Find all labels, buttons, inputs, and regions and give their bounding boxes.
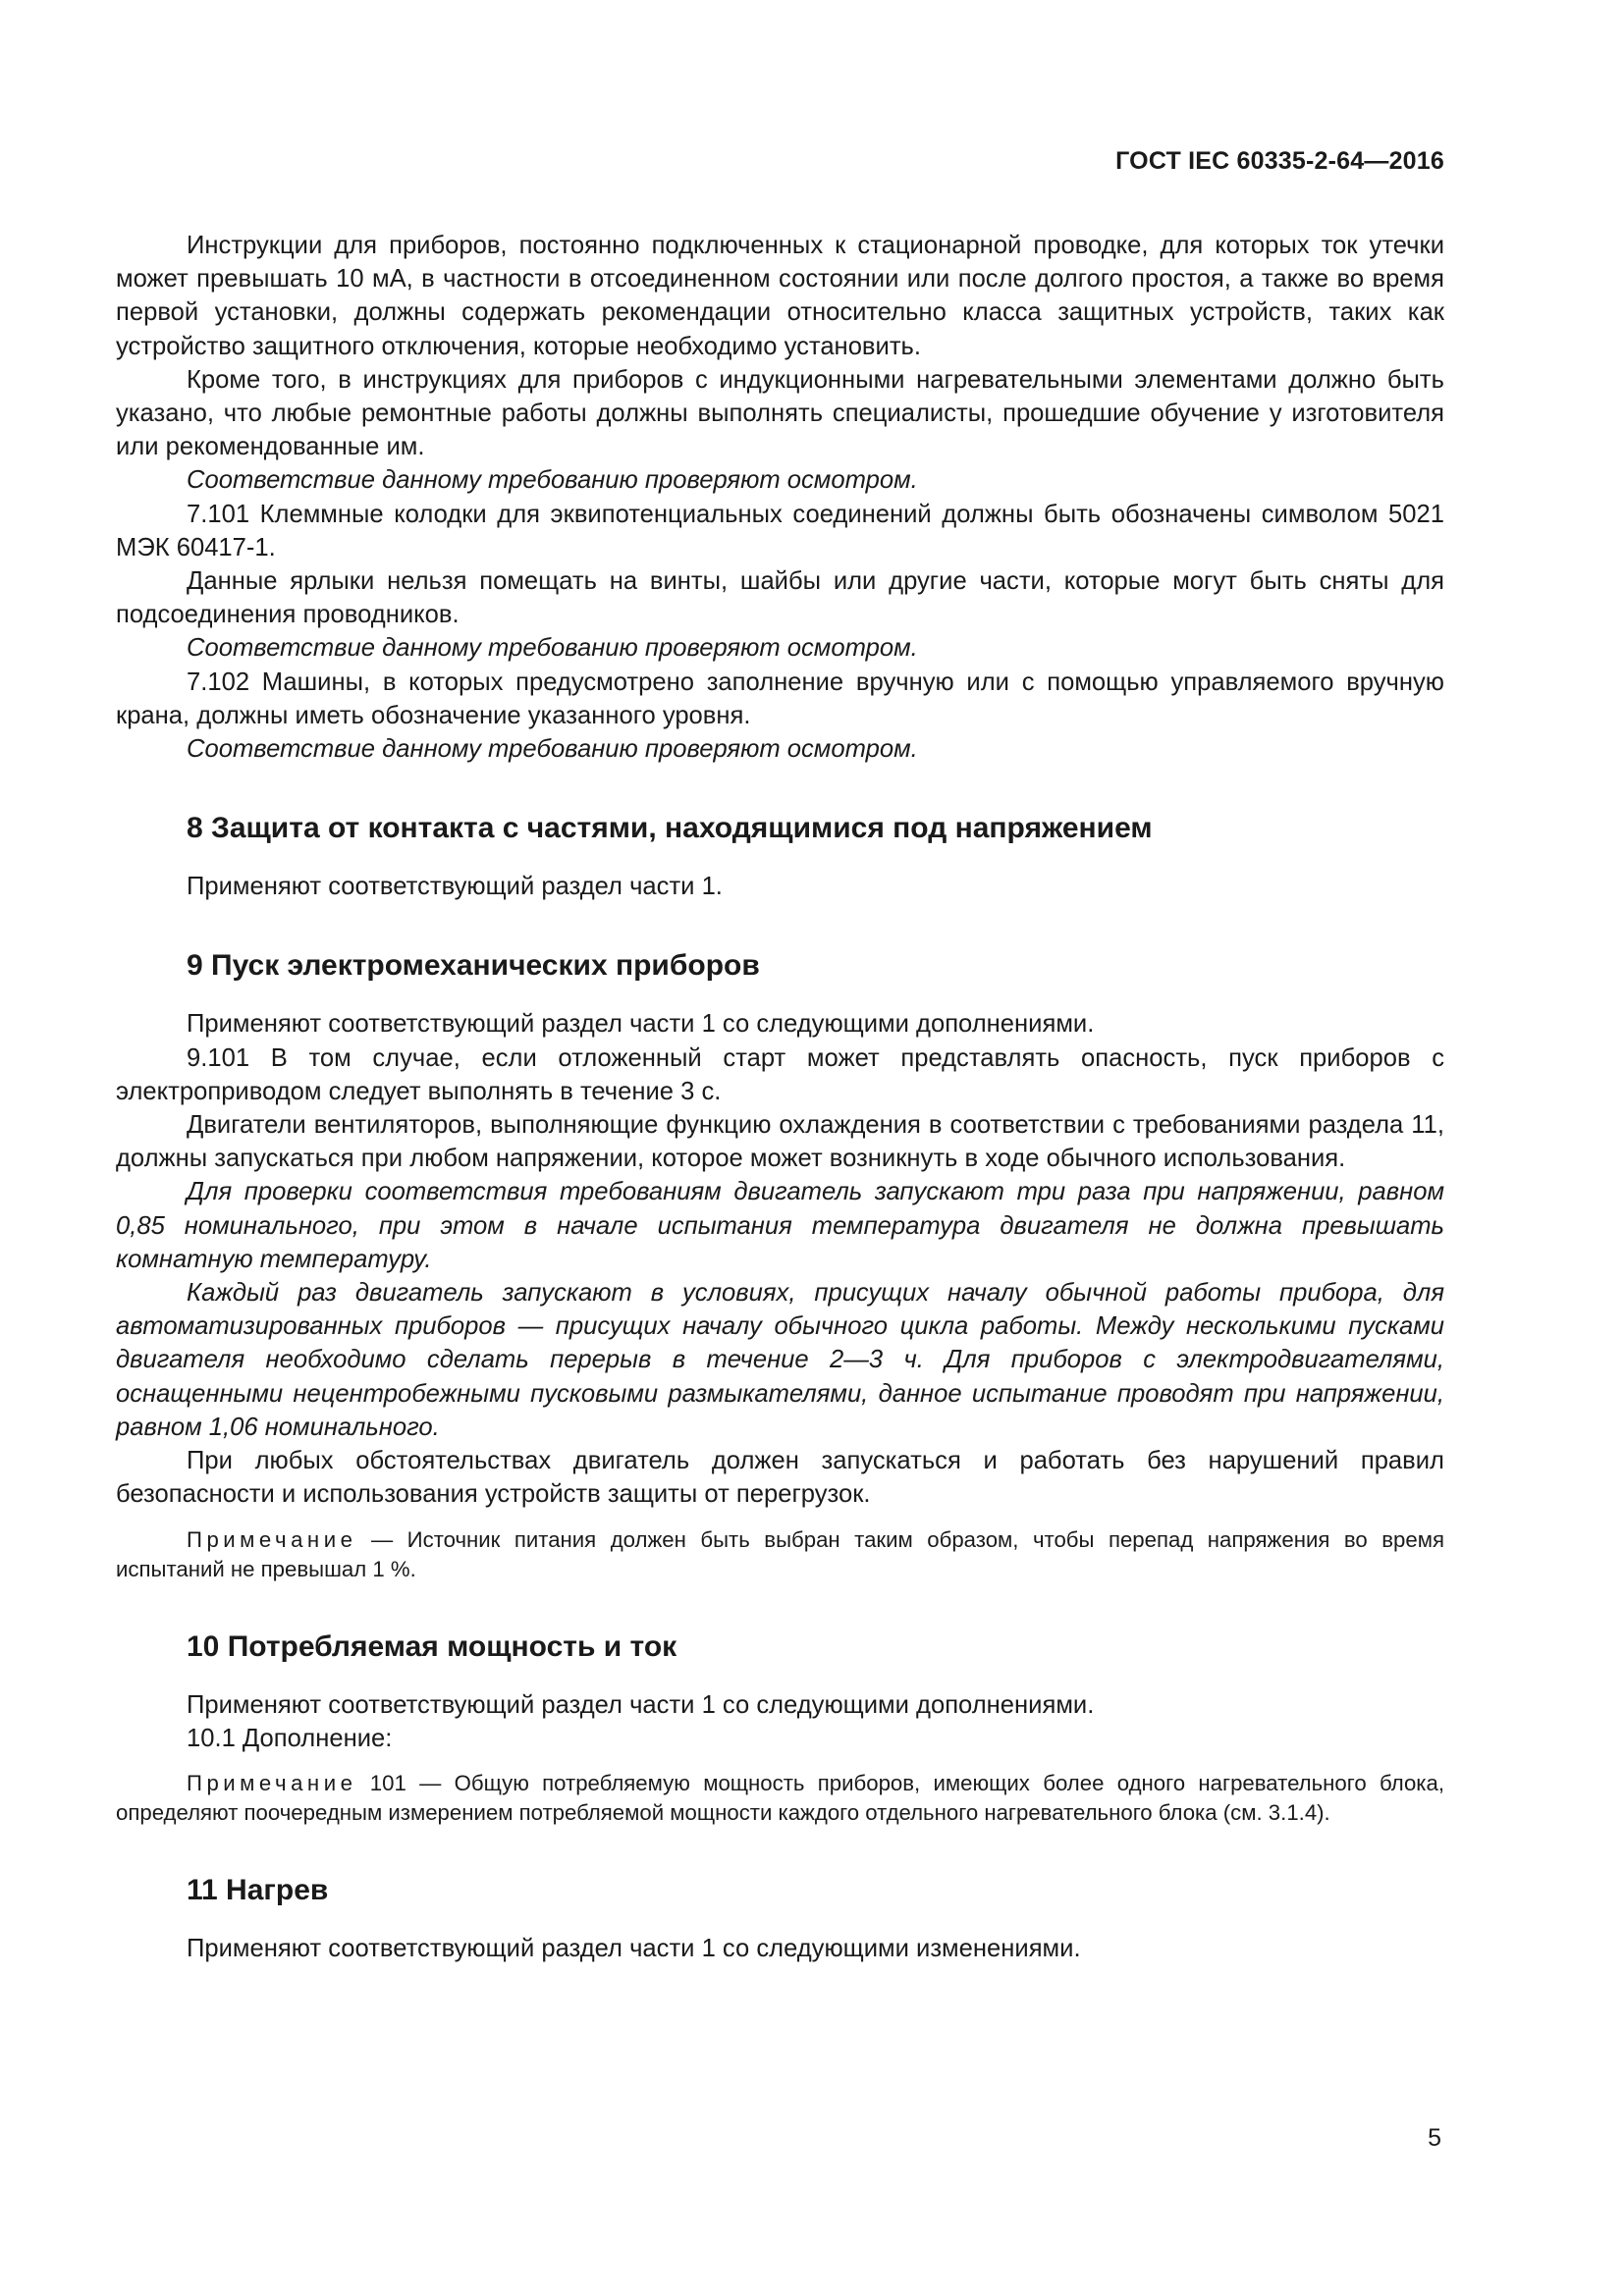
paragraph: Применяют соответствующий раздел части 1. [187, 873, 723, 901]
compliance-note: Соответствие данному требованию проверяют осмотром. [187, 634, 918, 663]
note-label: Примечание [187, 1770, 357, 1795]
document-header: ГОСТ IEC 60335-2-64—2016 [1115, 147, 1444, 175]
paragraph: Двигатели вентиляторов, выполняющие функцию охлаждения в соответствии с требованиями раздела 11, должны запускаться при любом напряжении, которое может возникнуть в ходе обычного использования. [116, 1111, 1444, 1173]
paragraph: При любых обстоятельствах двигатель должен запускаться и работать без нарушений правил безопасности и использования устройств защиты от перегрузок. [116, 1447, 1444, 1509]
test-procedure: Для проверки соответствия требованиям двигатель запускают три раза при напряжении, равном 0,85 номинального, при этом в начале испытания температура двигателя не должна превышать комнатную температуру. [116, 1178, 1444, 1273]
section-8-heading: 8 Защита от контакта с частями, находящимися под напряжением [187, 812, 1153, 845]
paragraph: Применяют соответствующий раздел части 1 со следующими изменениями. [187, 1934, 1081, 1962]
clause-7-102: 7.102 Машины, в которых предусмотрено заполнение вручную или с помощью управляемого вручную крана, должны иметь обозначение указанного уровня. [116, 667, 1444, 729]
note-text: 101 — Общую потребляемую мощность приборов, имеющих более одного нагревательного блока, определяют поочередным измерением потребляемой мощности каждого отдельного нагревательного блока (см. 3.1.4). [116, 1770, 1444, 1825]
note [116, 1525, 1444, 1584]
note-label: Примечание [187, 1526, 357, 1552]
section-11-heading: 11 Нагрев [187, 1873, 329, 1906]
note [116, 1769, 1444, 1828]
clause-10-1: 10.1 Дополнение: [187, 1724, 393, 1752]
section-10-heading: 10 Потребляемая мощность и ток [187, 1629, 677, 1663]
clause-7-101: 7.101 Клеммные колодки для эквипотенциальных соединений должны быть обозначены символом 5021 МЭК 60417-1. [116, 500, 1444, 561]
paragraph: Данные ярлыки нельзя помещать на винты, шайбы или другие части, которые могут быть сняты для подсоединения проводников. [116, 567, 1444, 629]
test-procedure: Каждый раз двигатель запускают в условиях, присущих началу обычной работы прибора, для автоматизированных приборов — присущих началу обычного цикла работы. Между несколькими пусками двигателя необходимо сделать перерыв в течение 2—3 ч. Для приборов с электродвигателями, оснащенными нецентробежными пусковыми размыкателями, данное испытание проводят при напряжении, равном 1,06 номинального. [116, 1279, 1444, 1441]
paragraph: Применяют соответствующий раздел части 1 со следующими дополнениями. [187, 1010, 1095, 1039]
section-9-heading: 9 Пуск электромеханических приборов [187, 949, 760, 983]
paragraph: Кроме того, в инструкциях для приборов с индукционными нагревательными элементами должно быть указано, что любые ремонтные работы должны выполнять специалисты, прошедшие обучение у изготовителя или рекомендованные им. [116, 365, 1444, 461]
paragraph: Инструкции для приборов, постоянно подключенных к стационарной проводке, для которых ток утечки может превышать 10 мА, в частности в отсоединенном состоянии или после долгого простоя, а также во время первой установки, должны содержать рекомендации относительно класса защитных устройств, таких как устройство защитного отключения, которые необходимо установить. [116, 232, 1444, 360]
clause-9-101: 9.101 В том случае, если отложенный старт может представлять опасность, пуск приборов с электроприводом следует выполнять в течение 3 с. [116, 1043, 1444, 1105]
compliance-note: Соответствие данному требованию проверяют осмотром. [187, 466, 918, 495]
paragraph: Применяют соответствующий раздел части 1 со следующими дополнениями. [187, 1690, 1095, 1719]
compliance-note: Соответствие данному требованию проверяют осмотром. [187, 735, 918, 764]
page-number: 5 [1428, 2124, 1441, 2152]
note-text: — Источник питания должен быть выбран таким образом, чтобы перепад напряжения во время испытаний не превышал 1 %. [116, 1526, 1444, 1581]
page-body [116, 229, 1444, 1965]
